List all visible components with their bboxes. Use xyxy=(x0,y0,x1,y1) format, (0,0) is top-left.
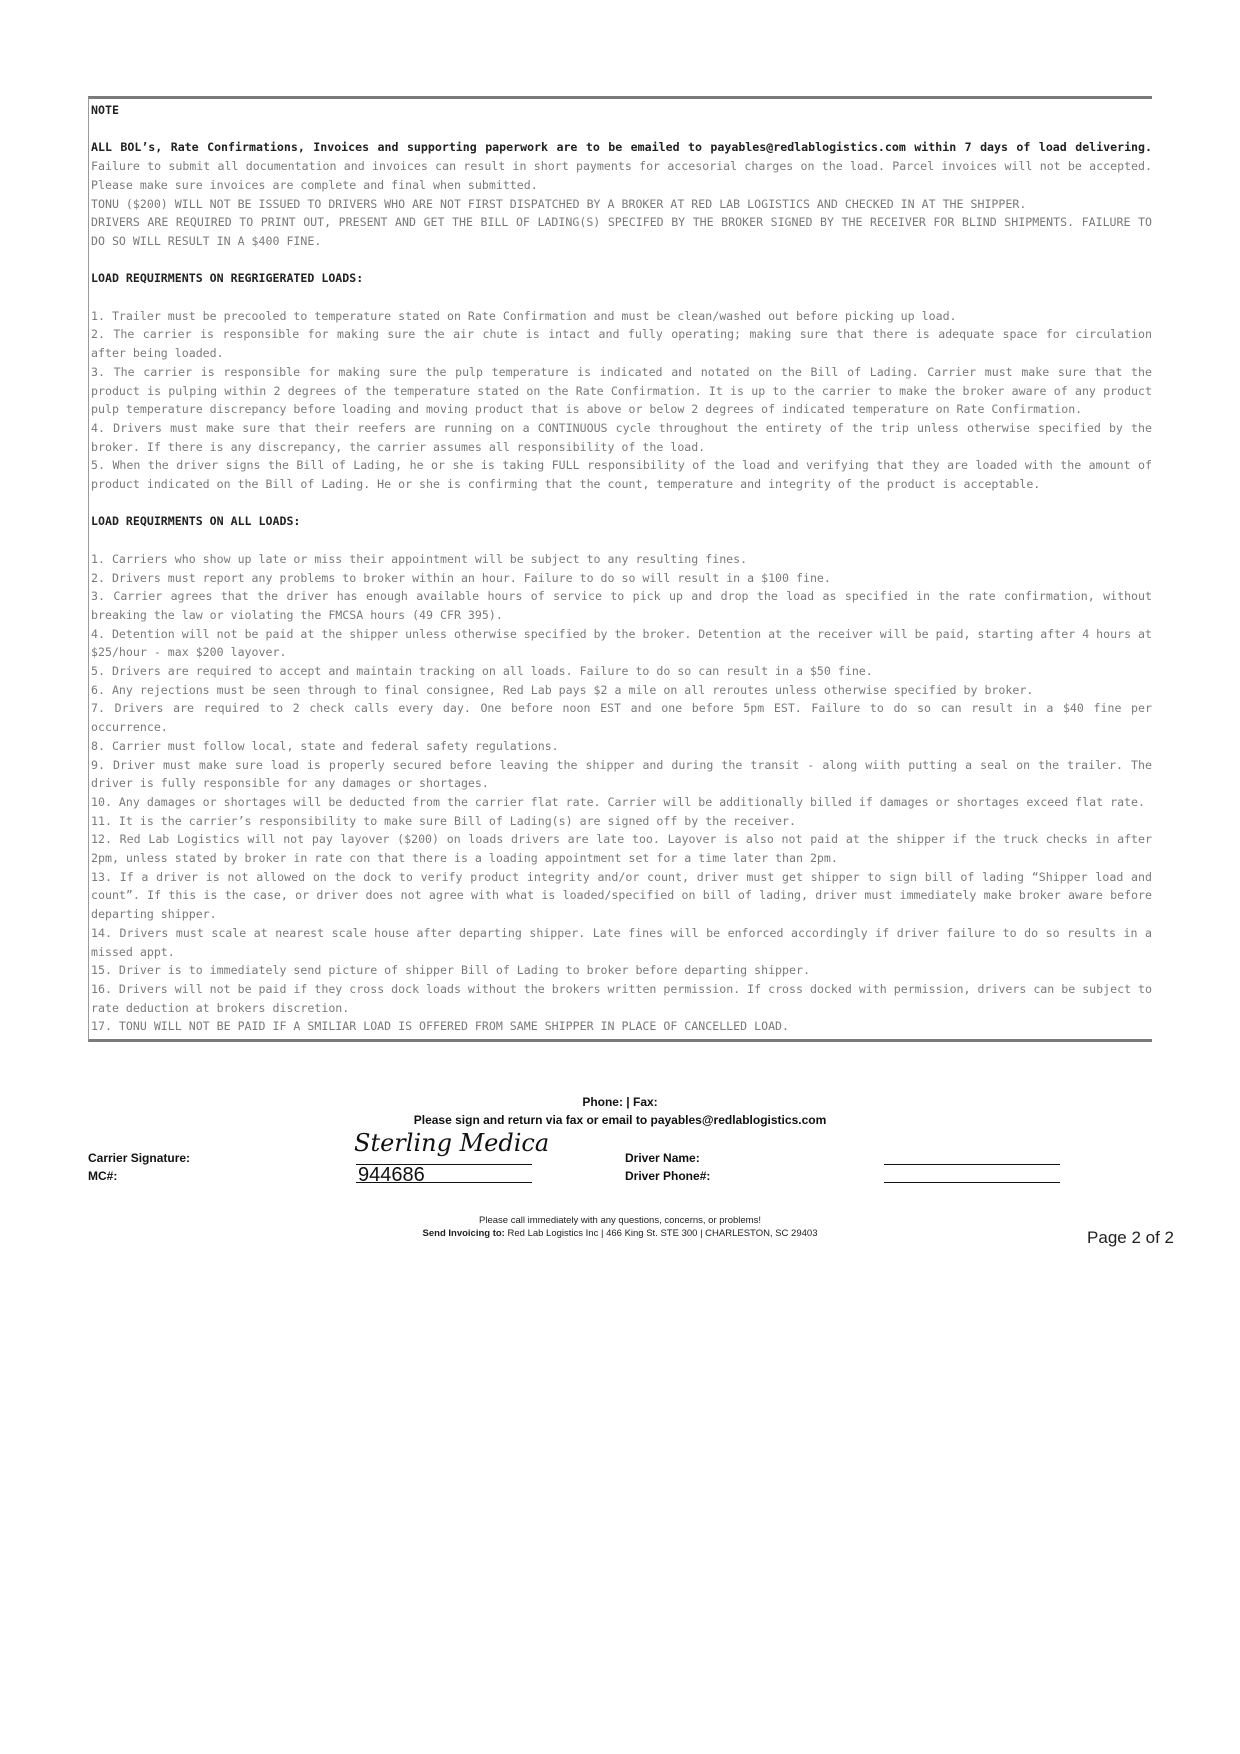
all-loads-requirement-item: 7. Drivers are required to 2 check calls every day. One before noon EST and one before 5pm EST. Failure to do so can result in a $40 fine per occurrence. xyxy=(91,701,1159,735)
all-loads-requirement-item: 10. Any damages or shortages will be deducted from the carrier flat rate. Carrier will be additionally billed if damages or shortages exceed flat rate. xyxy=(91,794,1145,809)
note-header: NOTE xyxy=(91,103,119,117)
sign-instruction: Please sign and return via fax or email to payables@redlablogistics.com xyxy=(413,1113,827,1127)
paperwork-paragraph xyxy=(91,138,1159,194)
spacer xyxy=(91,251,1152,270)
all-loads-requirement-item: 13. If a driver is not allowed on the dock to verify product integrity and/or count, driver must get shipper to sign bill of lading “Shipper load and count”. If this is the case, or driver does not agree with what is loaded/specified on bill of lading, driver must immediately make broker aware before departing shipper. xyxy=(91,869,1159,922)
all-loads-header: LOAD REQUIRMENTS ON ALL LOADS: xyxy=(91,514,301,529)
page-number: Page 2 of 2 xyxy=(1087,1228,1174,1247)
invoicing-label: Send Invoicing to: xyxy=(422,1228,505,1239)
all-loads-requirement-item: 14. Drivers must scale at nearest scale house after departing shipper. Late fines will be enforced accordingly if driver failure to do so results in a missed appt. xyxy=(91,925,1159,959)
reefer-requirements-list xyxy=(91,307,1159,494)
signature-script: Sterling Medica xyxy=(354,1129,550,1157)
tonu-notice: TONU ($200) WILL NOT BE ISSUED TO DRIVERS WHO ARE NOT FIRST DISPATCHED BY A BROKER AT RED LAB LOGISTICS AND CHECKED IN AT THE SHIPPER. xyxy=(91,196,1027,211)
driver-phone-label: Driver Phone#: xyxy=(625,1169,711,1183)
invoicing-address-line xyxy=(88,1228,1152,1239)
all-loads-requirement-item: 12. Red Lab Logistics will not pay layover ($200) on loads drivers are late too. Layover is also not paid at the shipper if the truck checks in after 2pm, unless stated by broker in rate con that there is a loading appointment set for a time later than 2pm. xyxy=(91,832,1159,866)
all-loads-requirement-item: 15. Driver is to immediately send picture of shipper Bill of Lading to broker before departing shipper. xyxy=(91,963,810,978)
mc-number-value: 944686 xyxy=(358,1164,425,1186)
reefer-requirement-item: 2. The carrier is responsible for making sure the air chute is intact and fully operating; making sure that there is adequate space for circulation after being loaded. xyxy=(91,327,1159,361)
blind-shipment-notice: DRIVERS ARE REQUIRED TO PRINT OUT, PRESENT AND GET THE BILL OF LADING(S) SPECIFED BY THE BROKER SIGNED BY THE RECEIVER FOR BLIND SHIPMENTS. FAILURE TO DO SO WILL RESULT IN A $400 FINE. xyxy=(91,215,1159,248)
paperwork-rest: Failure to submit all documentation and invoices can result in short payments for accesorial charges on the load. Parcel invoices will not be accepted. Please make sure invoices are complete and final when submitted. xyxy=(91,140,1159,192)
all-loads-requirement-item: 17. TONU WILL NOT BE PAID IF A SMILIAR LOAD IS OFFERED FROM SAME SHIPPER IN PLACE OF CANCELLED LOAD. xyxy=(91,1019,790,1034)
all-loads-requirement-item: 4. Detention will not be paid at the shipper unless otherwise specified by the broker. Detention at the receiver will be paid, starting after 4 hours at $25/hour - max $200 layover. xyxy=(91,626,1159,660)
all-loads-requirement-item: 6. Any rejections must be seen through to final consignee, Red Lab pays $2 a mile on all reroutes unless otherwise specified by broker. xyxy=(91,682,1034,697)
reefer-header: LOAD REQUIRMENTS ON REGRIGERATED LOADS: xyxy=(91,271,364,286)
all-loads-requirement-item: 5. Drivers are required to accept and maintain tracking on all loads. Failure to do so can result in a $50 fine. xyxy=(91,664,873,679)
all-loads-requirement-item: 2. Drivers must report any problems to broker within an hour. Failure to do so will result in a $100 fine. xyxy=(91,570,831,585)
all-loads-requirement-item: 1. Carriers who show up late or miss their appointment will be subject to any resulting fines. xyxy=(91,551,748,566)
driver-name-label: Driver Name: xyxy=(625,1151,700,1165)
carrier-signature-image xyxy=(352,1125,562,1159)
contact-note: Please call immediately with any questions, concerns, or problems! xyxy=(479,1215,761,1226)
reefer-requirement-item: 3. The carrier is responsible for making sure the pulp temperature is indicated and notated on the Bill of Lading. Carrier must make sure that the product is pulping within 2 degrees of the temperature stated on the Rate Confirmation. It is up to the carrier to make the broker aware of any product pulp temperature discrepancy before loading and moving product that is above or below 2 degrees of indicated temperature on Rate Confirmation. xyxy=(91,364,1159,417)
invoicing-address: Red Lab Logistics Inc | 466 King St. STE 300 | CHARLESTON, SC 29403 xyxy=(504,1228,818,1239)
all-loads-requirement-item: 8. Carrier must follow local, state and federal safety regulations. xyxy=(91,738,559,753)
all-loads-requirement-item: 3. Carrier agrees that the driver has enough available hours of service to pick up and drop the load as specified in the rate confirmation, without breaking the law or violating the FMCSA hours (49 CFR 395). xyxy=(91,589,1159,622)
all-loads-requirements-list xyxy=(91,550,1159,1036)
driver-name-field[interactable] xyxy=(884,1164,1060,1165)
reefer-requirement-item: 4. Drivers must make sure that their reefers are running on a CONTINUOUS cycle throughout the entirety of the trip unless otherwise specified by the broker. If there is any discrepancy, the carrier assumes all responsibility of the load. xyxy=(91,420,1159,454)
paperwork-lead: ALL BOL’s, Rate Confirmations, Invoices and supporting paperwork are to be emailed to payables@redlablogistics.com within 7 days of load delivering. xyxy=(91,140,1152,155)
mc-label: MC#: xyxy=(88,1169,118,1183)
spacer xyxy=(91,288,1152,307)
reefer-requirement-item: 1. Trailer must be precooled to temperature stated on Rate Confirmation and must be clean/washed out before picking up load. xyxy=(91,308,957,323)
carrier-signature-label: Carrier Signature: xyxy=(88,1151,191,1165)
phone-fax-line: Phone: | Fax: xyxy=(582,1095,658,1109)
all-loads-requirement-item: 11. It is the carrier’s responsibility to make sure Bill of Lading(s) are signed off by the receiver. xyxy=(91,813,796,828)
driver-phone-field[interactable] xyxy=(884,1182,1060,1183)
spacer xyxy=(91,494,1152,513)
spacer xyxy=(91,120,1152,139)
all-loads-requirement-item: 16. Drivers will not be paid if they cross dock loads without the brokers written permission. If cross docked with permission, drivers can be subject to rate deduction at brokers discretion. xyxy=(91,981,1159,1015)
reefer-requirement-item: 5. When the driver signs the Bill of Lading, he or she is taking FULL responsibility of the load and verifying that they are loaded with the amount of product indicated on the Bill of Lading. He or she is confirming that the count, temperature and integrity of the product is acceptable. xyxy=(91,458,1159,492)
terms-section xyxy=(88,96,1159,1042)
all-loads-requirement-item: 9. Driver must make sure load is properly secured before leaving the shipper and during the transit - along wiith putting a seal on the trailer. The driver is fully responsible for any damages or shortages. xyxy=(91,757,1159,791)
spacer xyxy=(91,531,1152,550)
